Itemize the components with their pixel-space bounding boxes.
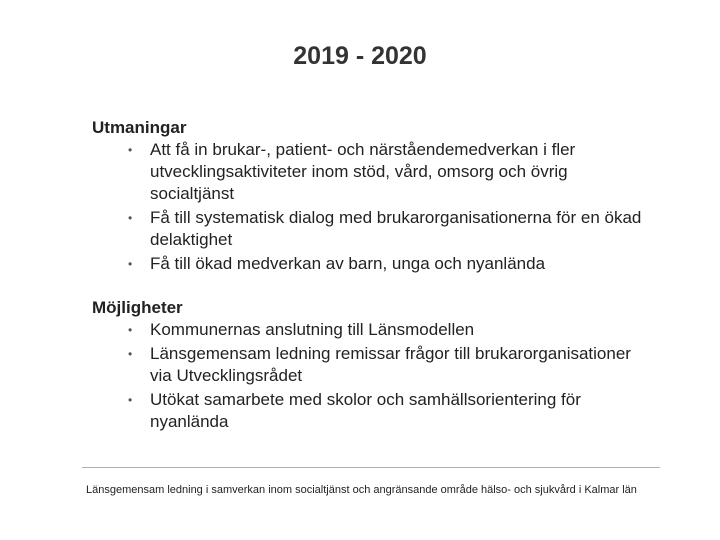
bullet-icon: •	[128, 211, 133, 225]
list-item-text: Kommunernas anslutning till Länsmodellen	[150, 320, 475, 339]
list-item	[92, 389, 652, 433]
section-utmaningar	[92, 116, 652, 275]
list-item-text: Få till systematisk dialog med brukarorganisationerna för en ökad delaktighet	[150, 208, 642, 249]
footer-divider	[82, 467, 660, 468]
section-heading: Utmaningar	[92, 118, 187, 137]
bullet-icon: •	[128, 323, 133, 337]
bullet-icon: •	[128, 347, 133, 361]
list-item	[92, 207, 652, 251]
footer-text: Länsgemensam ledning i samverkan inom socialtjänst och angränsande område hälso- och sjukvård i Kalmar län	[86, 484, 637, 496]
bullet-list	[92, 139, 652, 275]
list-item-text: Få till ökad medverkan av barn, unga och nyanlända	[150, 254, 546, 273]
bullet-icon: •	[128, 257, 133, 271]
list-item-text: Länsgemensam ledning remissar frågor till brukarorganisationer via Utvecklingsrådet	[150, 344, 631, 385]
slide-content	[92, 116, 652, 454]
list-item	[92, 343, 652, 387]
list-item	[92, 139, 652, 205]
section-mojligheter	[92, 296, 652, 433]
bullet-list	[92, 319, 652, 433]
list-item-text: Att få in brukar-, patient- och närståendemedverkan i fler utvecklingsaktiviteter inom stöd, vård, omsorg och övrig socialtjänst	[150, 140, 576, 203]
list-item	[92, 319, 652, 341]
bullet-icon: •	[128, 393, 133, 407]
list-item	[92, 253, 652, 275]
section-heading: Möjligheter	[92, 298, 183, 317]
bullet-icon: •	[128, 143, 133, 157]
list-item-text: Utökat samarbete med skolor och samhällsorientering för nyanlända	[150, 390, 581, 431]
slide-title: 2019 - 2020	[293, 42, 427, 70]
